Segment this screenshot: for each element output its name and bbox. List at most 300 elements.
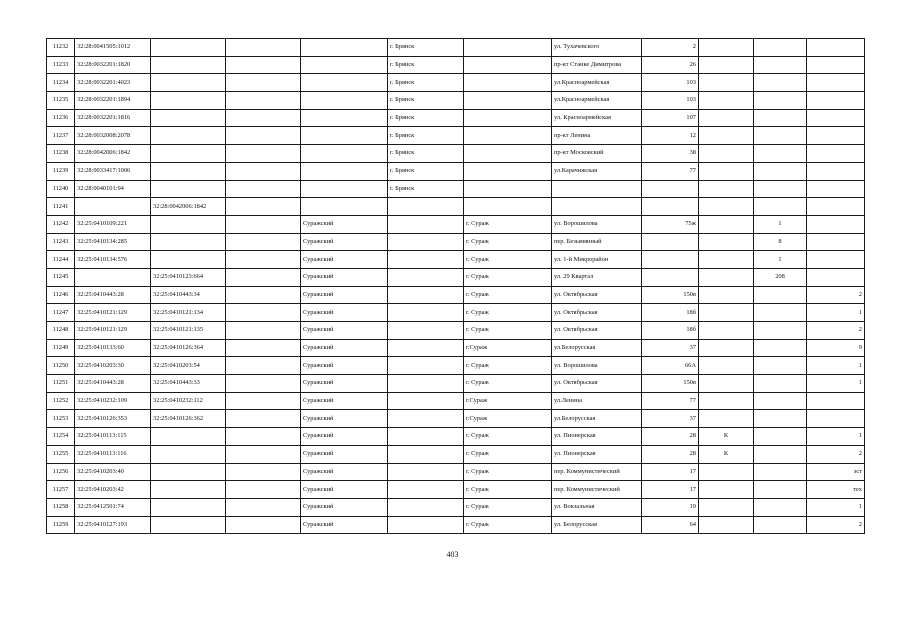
table-row: [47, 268, 865, 286]
cell-town: г. Сураж: [464, 428, 552, 446]
cell-apartment: [754, 74, 807, 92]
cell-letter: [699, 481, 754, 499]
cell-apartment: [754, 304, 807, 322]
cell-district: Суражский: [301, 392, 388, 410]
cell-house: 66А: [642, 357, 699, 375]
cell-town: [464, 56, 552, 74]
table-row: [47, 162, 865, 180]
cell-house: 150в: [642, 286, 699, 304]
table-row: [47, 498, 865, 516]
table-row: [47, 357, 865, 375]
cell-house: 77: [642, 392, 699, 410]
cell-house: 38: [642, 145, 699, 163]
cell-extra: [807, 251, 865, 269]
cell-street: ул. Пионерская: [552, 428, 642, 446]
cell-col-3: [226, 463, 301, 481]
cell-street: ул. Тухачевского: [552, 39, 642, 57]
cell-house: 18б: [642, 322, 699, 340]
cell-parent-cadastral-number: [151, 233, 226, 251]
cell-letter: [699, 215, 754, 233]
cell-town: [464, 74, 552, 92]
cell-letter: [699, 56, 754, 74]
cell-house: 17: [642, 481, 699, 499]
cell-cadastral-number: 32:25:0410121:129: [75, 304, 151, 322]
cell-street: ул.Белорусская: [552, 410, 642, 428]
cell-town: г. Сураж: [464, 481, 552, 499]
cell-parent-cadastral-number: [151, 516, 226, 534]
cell-street: ул. Октябрьская: [552, 375, 642, 393]
cell-district: Суражский: [301, 268, 388, 286]
cell-street: ул.Ленина: [552, 392, 642, 410]
cell-town: г. Сураж: [464, 498, 552, 516]
cell-apartment: [754, 481, 807, 499]
cell-town: г. Сураж: [464, 375, 552, 393]
cell-extra: 1: [807, 498, 865, 516]
cell-cadastral-number: [75, 198, 151, 216]
cell-town: г. Сураж: [464, 516, 552, 534]
cell-city: [388, 410, 464, 428]
cell-parent-cadastral-number: [151, 109, 226, 127]
cell-city: [388, 233, 464, 251]
cell-letter: [699, 198, 754, 216]
cell-street: ул. Ворошилова: [552, 357, 642, 375]
cell-town: [464, 109, 552, 127]
cell-district: Суражский: [301, 410, 388, 428]
cell-town: г.Сураж: [464, 392, 552, 410]
cell-house: [642, 268, 699, 286]
cell-town: г.Сураж: [464, 410, 552, 428]
cell-street: пр-кт Станке Димитрова: [552, 56, 642, 74]
cell-extra: [807, 268, 865, 286]
cell-city: г. Брянск: [388, 109, 464, 127]
cell-apartment: [754, 145, 807, 163]
cell-city: [388, 481, 464, 499]
cell-col-3: [226, 74, 301, 92]
cell-parent-cadastral-number: [151, 428, 226, 446]
cell-extra: [807, 109, 865, 127]
cell-parent-cadastral-number: 32:25:0410121:134: [151, 304, 226, 322]
cell-cadastral-number: 32:25:0410443:28: [75, 375, 151, 393]
cell-street: ул. Октябрьская: [552, 322, 642, 340]
cell-cadastral-number: 32:25:0410109:221: [75, 215, 151, 233]
cell-row-number: 11234: [47, 74, 75, 92]
cell-col-3: [226, 92, 301, 110]
cell-parent-cadastral-number: 32:25:0410203:54: [151, 357, 226, 375]
cell-city: [388, 198, 464, 216]
cell-city: [388, 286, 464, 304]
cell-parent-cadastral-number: [151, 251, 226, 269]
cell-city: г. Брянск: [388, 56, 464, 74]
cell-street: ул. Октябрьская: [552, 286, 642, 304]
cell-apartment: [754, 127, 807, 145]
cell-col-3: [226, 375, 301, 393]
cell-town: г. Сураж: [464, 445, 552, 463]
cell-city: [388, 428, 464, 446]
cell-col-3: [226, 304, 301, 322]
cell-parent-cadastral-number: [151, 215, 226, 233]
cell-district: Суражский: [301, 251, 388, 269]
cell-extra: [807, 162, 865, 180]
cell-col-3: [226, 481, 301, 499]
cell-cadastral-number: 32:25:0412501:74: [75, 498, 151, 516]
cell-row-number: 11257: [47, 481, 75, 499]
cell-town: [464, 92, 552, 110]
cell-street: пр-кт Ленина: [552, 127, 642, 145]
cell-district: [301, 127, 388, 145]
cell-letter: [699, 127, 754, 145]
cell-parent-cadastral-number: [151, 445, 226, 463]
cell-row-number: 11259: [47, 516, 75, 534]
cell-extra: [807, 127, 865, 145]
cell-house: 37: [642, 410, 699, 428]
cell-letter: [699, 251, 754, 269]
cell-cadastral-number: 32:28:0042006:1842: [75, 145, 151, 163]
cell-extra: эст: [807, 463, 865, 481]
cell-house: 2: [642, 39, 699, 57]
cell-house: [642, 198, 699, 216]
cell-parent-cadastral-number: 32:25:0410123:664: [151, 268, 226, 286]
cell-street: ул. Пионерская: [552, 445, 642, 463]
cell-row-number: 11239: [47, 162, 75, 180]
cell-parent-cadastral-number: 32:28:0042006:1842: [151, 198, 226, 216]
cell-row-number: 11251: [47, 375, 75, 393]
cell-letter: [699, 286, 754, 304]
cell-district: [301, 92, 388, 110]
cell-street: ул. 1-й Микрорайон: [552, 251, 642, 269]
cell-cadastral-number: 32:25:0410121:129: [75, 322, 151, 340]
cell-extra: [807, 215, 865, 233]
table-row: [47, 375, 865, 393]
cell-city: [388, 375, 464, 393]
table-row: [47, 481, 865, 499]
cell-district: Суражский: [301, 498, 388, 516]
table-row: [47, 445, 865, 463]
table-row: [47, 286, 865, 304]
cell-district: Суражский: [301, 286, 388, 304]
cell-cadastral-number: 32:28:0032201:1894: [75, 92, 151, 110]
cell-parent-cadastral-number: [151, 145, 226, 163]
cell-cadastral-number: 32:25:0410232:109: [75, 392, 151, 410]
cell-col-3: [226, 516, 301, 534]
cell-cadastral-number: 32:28:0032201:1820: [75, 56, 151, 74]
cell-house: 107: [642, 109, 699, 127]
cell-district: Суражский: [301, 339, 388, 357]
cell-apartment: 1: [754, 251, 807, 269]
cell-house: [642, 233, 699, 251]
cell-apartment: [754, 339, 807, 357]
cell-letter: [699, 375, 754, 393]
cell-house: 18б: [642, 304, 699, 322]
cell-letter: [699, 74, 754, 92]
cell-city: [388, 251, 464, 269]
cell-district: Суражский: [301, 463, 388, 481]
cell-letter: [699, 322, 754, 340]
cell-street: пр-кт Московский: [552, 145, 642, 163]
cell-col-3: [226, 445, 301, 463]
cell-street: пер. Безымянный: [552, 233, 642, 251]
cell-city: [388, 445, 464, 463]
cell-letter: [699, 392, 754, 410]
cell-town: [464, 198, 552, 216]
cell-house: 150в: [642, 375, 699, 393]
cell-row-number: 11242: [47, 215, 75, 233]
cell-city: г. Брянск: [388, 180, 464, 198]
cell-letter: [699, 304, 754, 322]
cell-row-number: 11236: [47, 109, 75, 127]
cell-row-number: 11246: [47, 286, 75, 304]
cell-letter: [699, 498, 754, 516]
cell-parent-cadastral-number: [151, 39, 226, 57]
cell-house: 103: [642, 74, 699, 92]
cell-city: [388, 322, 464, 340]
cell-street: ул.Красноармейская: [552, 74, 642, 92]
cell-cadastral-number: 32:25:0410133:60: [75, 339, 151, 357]
cell-parent-cadastral-number: 32:25:0410443:33: [151, 375, 226, 393]
cell-apartment: [754, 56, 807, 74]
cell-row-number: 11237: [47, 127, 75, 145]
cell-house: 17: [642, 463, 699, 481]
cell-district: Суражский: [301, 445, 388, 463]
table-row: [47, 410, 865, 428]
cell-town: г. Сураж: [464, 286, 552, 304]
cell-street: ул. Белорусская: [552, 516, 642, 534]
cell-city: г. Брянск: [388, 162, 464, 180]
table-row: [47, 109, 865, 127]
cell-parent-cadastral-number: 32:25:0410126:364: [151, 339, 226, 357]
cell-cadastral-number: 32:25:0410113:115: [75, 428, 151, 446]
cell-row-number: 11232: [47, 39, 75, 57]
cell-extra: [807, 56, 865, 74]
cell-row-number: 11247: [47, 304, 75, 322]
cell-letter: К: [699, 428, 754, 446]
table-row: [47, 127, 865, 145]
cell-apartment: [754, 463, 807, 481]
cell-extra: [807, 180, 865, 198]
cell-apartment: [754, 445, 807, 463]
cell-district: Суражский: [301, 428, 388, 446]
cell-col-3: [226, 357, 301, 375]
cell-col-3: [226, 392, 301, 410]
cell-parent-cadastral-number: [151, 92, 226, 110]
cell-cadastral-number: 32:28:0032201:1816: [75, 109, 151, 127]
cell-cadastral-number: 32:25:0410203:40: [75, 463, 151, 481]
cell-parent-cadastral-number: 32:25:0410232:112: [151, 392, 226, 410]
cell-street: ул. Октябрьская: [552, 304, 642, 322]
cell-street: пер. Коммунистический: [552, 481, 642, 499]
cell-city: г. Брянск: [388, 145, 464, 163]
cell-city: г. Брянск: [388, 92, 464, 110]
cell-city: г. Брянск: [388, 39, 464, 57]
cell-town: [464, 39, 552, 57]
table-row: [47, 92, 865, 110]
cell-col-3: [226, 127, 301, 145]
cell-extra: [807, 233, 865, 251]
cell-town: г. Сураж: [464, 357, 552, 375]
cell-row-number: 11240: [47, 180, 75, 198]
cell-extra: 1: [807, 428, 865, 446]
cell-col-3: [226, 268, 301, 286]
table-row: [47, 339, 865, 357]
cell-apartment: [754, 198, 807, 216]
cell-city: [388, 463, 464, 481]
cell-cadastral-number: 32:25:0410134:285: [75, 233, 151, 251]
cell-town: [464, 180, 552, 198]
cell-street: ул.Белорусская: [552, 339, 642, 357]
cell-house: [642, 251, 699, 269]
cell-cadastral-number: 32:28:0032201:4023: [75, 74, 151, 92]
cell-town: г. Сураж: [464, 251, 552, 269]
table-row: [47, 322, 865, 340]
cell-city: [388, 357, 464, 375]
cell-letter: [699, 233, 754, 251]
table-row: [47, 39, 865, 57]
cell-district: Суражский: [301, 233, 388, 251]
cell-letter: [699, 180, 754, 198]
cell-street: ул. Красноармейская: [552, 109, 642, 127]
cell-district: Суражский: [301, 322, 388, 340]
cell-extra: [807, 74, 865, 92]
cell-letter: К: [699, 445, 754, 463]
cell-town: г. Сураж: [464, 304, 552, 322]
cell-street: ул.Карачижская: [552, 162, 642, 180]
cell-apartment: 1: [754, 215, 807, 233]
cell-house: 26: [642, 56, 699, 74]
cell-col-3: [226, 339, 301, 357]
cell-district: Суражский: [301, 357, 388, 375]
cell-row-number: 11253: [47, 410, 75, 428]
cell-parent-cadastral-number: [151, 127, 226, 145]
cell-street: пер. Коммунистический: [552, 463, 642, 481]
cell-district: [301, 198, 388, 216]
cell-row-number: 11241: [47, 198, 75, 216]
cell-col-3: [226, 56, 301, 74]
cell-letter: [699, 339, 754, 357]
cell-apartment: [754, 410, 807, 428]
cell-col-3: [226, 251, 301, 269]
cell-town: [464, 145, 552, 163]
cell-parent-cadastral-number: 32:25:0410121:135: [151, 322, 226, 340]
cell-apartment: [754, 357, 807, 375]
cell-city: г. Брянск: [388, 127, 464, 145]
cell-town: г. Сураж: [464, 463, 552, 481]
cell-col-3: [226, 109, 301, 127]
cell-apartment: 208: [754, 268, 807, 286]
cell-house: 37: [642, 339, 699, 357]
cell-house: 75ж: [642, 215, 699, 233]
cell-letter: [699, 92, 754, 110]
cell-parent-cadastral-number: 32:25:0410443:34: [151, 286, 226, 304]
cell-city: [388, 498, 464, 516]
cell-town: г. Сураж: [464, 268, 552, 286]
table-row: [47, 463, 865, 481]
cell-house: 28: [642, 428, 699, 446]
cell-row-number: 11249: [47, 339, 75, 357]
cell-letter: [699, 109, 754, 127]
cell-col-3: [226, 410, 301, 428]
cell-town: г.Сураж: [464, 339, 552, 357]
cell-district: [301, 145, 388, 163]
cell-apartment: [754, 92, 807, 110]
cell-town: г. Сураж: [464, 215, 552, 233]
cell-row-number: 11248: [47, 322, 75, 340]
cell-col-3: [226, 428, 301, 446]
cell-extra: 2: [807, 516, 865, 534]
cell-col-3: [226, 498, 301, 516]
cell-apartment: [754, 392, 807, 410]
cell-district: [301, 74, 388, 92]
cell-house: 64: [642, 516, 699, 534]
cell-town: г. Сураж: [464, 233, 552, 251]
cell-house: 77: [642, 162, 699, 180]
cell-apartment: [754, 498, 807, 516]
cell-apartment: [754, 375, 807, 393]
table-row: [47, 304, 865, 322]
cell-house: 103: [642, 92, 699, 110]
cell-apartment: [754, 180, 807, 198]
cell-apartment: [754, 286, 807, 304]
cell-street: ул. 29 Квартал: [552, 268, 642, 286]
cell-row-number: 11256: [47, 463, 75, 481]
cell-letter: [699, 463, 754, 481]
cell-parent-cadastral-number: [151, 162, 226, 180]
table-row: [47, 233, 865, 251]
cell-cadastral-number: 32:28:0041505:1012: [75, 39, 151, 57]
table-row: [47, 251, 865, 269]
cell-cadastral-number: 32:25:0410126:353: [75, 410, 151, 428]
cell-extra: 1: [807, 375, 865, 393]
cell-town: г. Сураж: [464, 322, 552, 340]
cell-district: Суражский: [301, 481, 388, 499]
cell-district: Суражский: [301, 375, 388, 393]
cell-street: ул. Ворошилова: [552, 215, 642, 233]
cell-row-number: 11244: [47, 251, 75, 269]
cell-row-number: 11233: [47, 56, 75, 74]
cell-city: [388, 268, 464, 286]
cell-extra: [807, 198, 865, 216]
cell-apartment: [754, 322, 807, 340]
cell-col-3: [226, 145, 301, 163]
cell-col-3: [226, 39, 301, 57]
cell-parent-cadastral-number: [151, 463, 226, 481]
cell-extra: [807, 39, 865, 57]
cell-extra: [807, 92, 865, 110]
cell-apartment: [754, 162, 807, 180]
cell-cadastral-number: 32:25:0410443:28: [75, 286, 151, 304]
cell-letter: [699, 516, 754, 534]
table-row: [47, 145, 865, 163]
property-register-table: [46, 38, 865, 534]
cell-street: ул. Вокзальная: [552, 498, 642, 516]
cell-extra: 1: [807, 304, 865, 322]
cell-letter: [699, 39, 754, 57]
cell-row-number: 11238: [47, 145, 75, 163]
table-row: [47, 56, 865, 74]
cell-cadastral-number: 32:28:0033417:1006: [75, 162, 151, 180]
cell-extra: 2: [807, 286, 865, 304]
cell-extra: тех: [807, 481, 865, 499]
table-row: [47, 392, 865, 410]
cell-row-number: 11250: [47, 357, 75, 375]
cell-row-number: 11254: [47, 428, 75, 446]
cell-district: [301, 180, 388, 198]
cell-letter: [699, 357, 754, 375]
cell-apartment: 8: [754, 233, 807, 251]
cell-col-3: [226, 322, 301, 340]
cell-district: [301, 39, 388, 57]
cell-parent-cadastral-number: [151, 74, 226, 92]
cell-extra: 9: [807, 339, 865, 357]
cell-cadastral-number: 32:25:0410127:193: [75, 516, 151, 534]
